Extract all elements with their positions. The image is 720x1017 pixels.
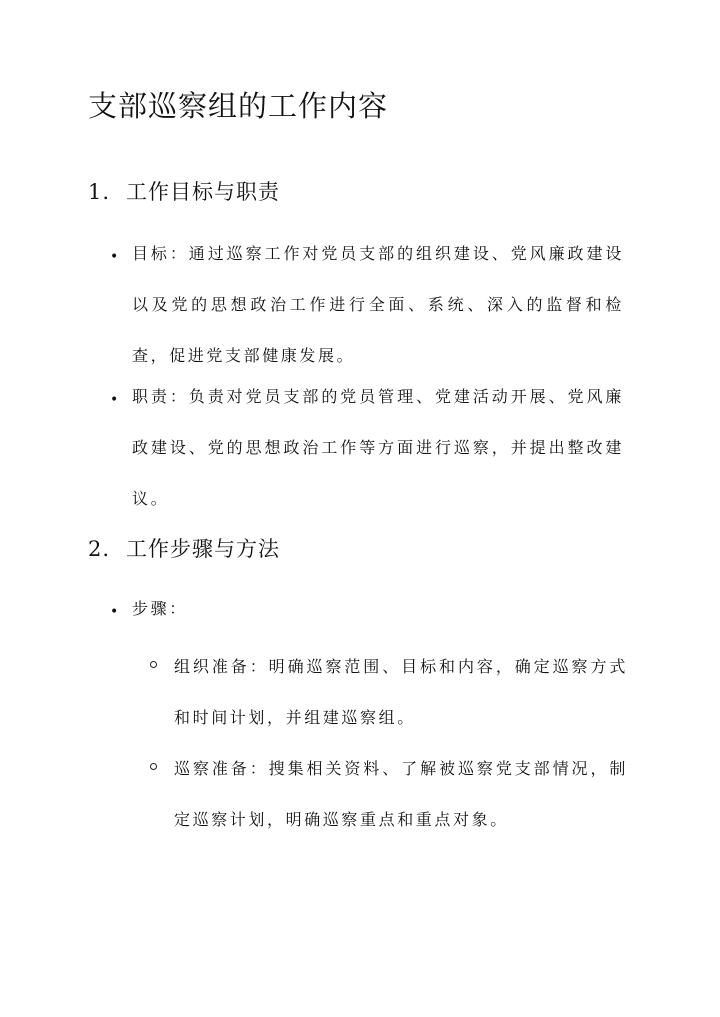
list-item-text: 目标：通过巡察工作对党员支部的组织建设、党风廉政建设以及党的思想政治工作进行全面、系统、深入的监督和检查，促进党支部健康发展。 — [132, 244, 624, 365]
circle-bullet-icon — [150, 763, 157, 770]
section-title: 工作目标与职责 — [126, 180, 280, 204]
list-item-text: 职责：负责对党员支部的党员管理、党建活动开展、党风廉政建设、党的思想政治工作等方面进行巡察，并提出整改建议。 — [132, 387, 624, 508]
section-title: 工作步骤与方法 — [126, 537, 280, 561]
list-item-text: 步骤： — [132, 599, 188, 618]
bullet-icon: • — [110, 249, 119, 265]
sub-list-item-text: 巡察准备：搜集相关资料、了解被巡察党支部情况，制定巡察计划，明确巡察重点和重点对象。 — [174, 759, 628, 829]
section-heading-2 — [88, 533, 280, 563]
section-number: 1. — [88, 180, 111, 204]
sub-list-item-text: 组织准备：明确巡察范围、目标和内容，确定巡察方式和时间计划，并组建巡察组。 — [174, 657, 628, 727]
section-heading-1 — [88, 176, 280, 206]
bullet-icon: • — [110, 392, 119, 408]
section-number: 2. — [88, 537, 111, 561]
bullet-icon: • — [110, 604, 119, 620]
page-title: 支部巡察组的工作内容 — [88, 89, 389, 123]
circle-bullet-icon — [150, 661, 157, 668]
